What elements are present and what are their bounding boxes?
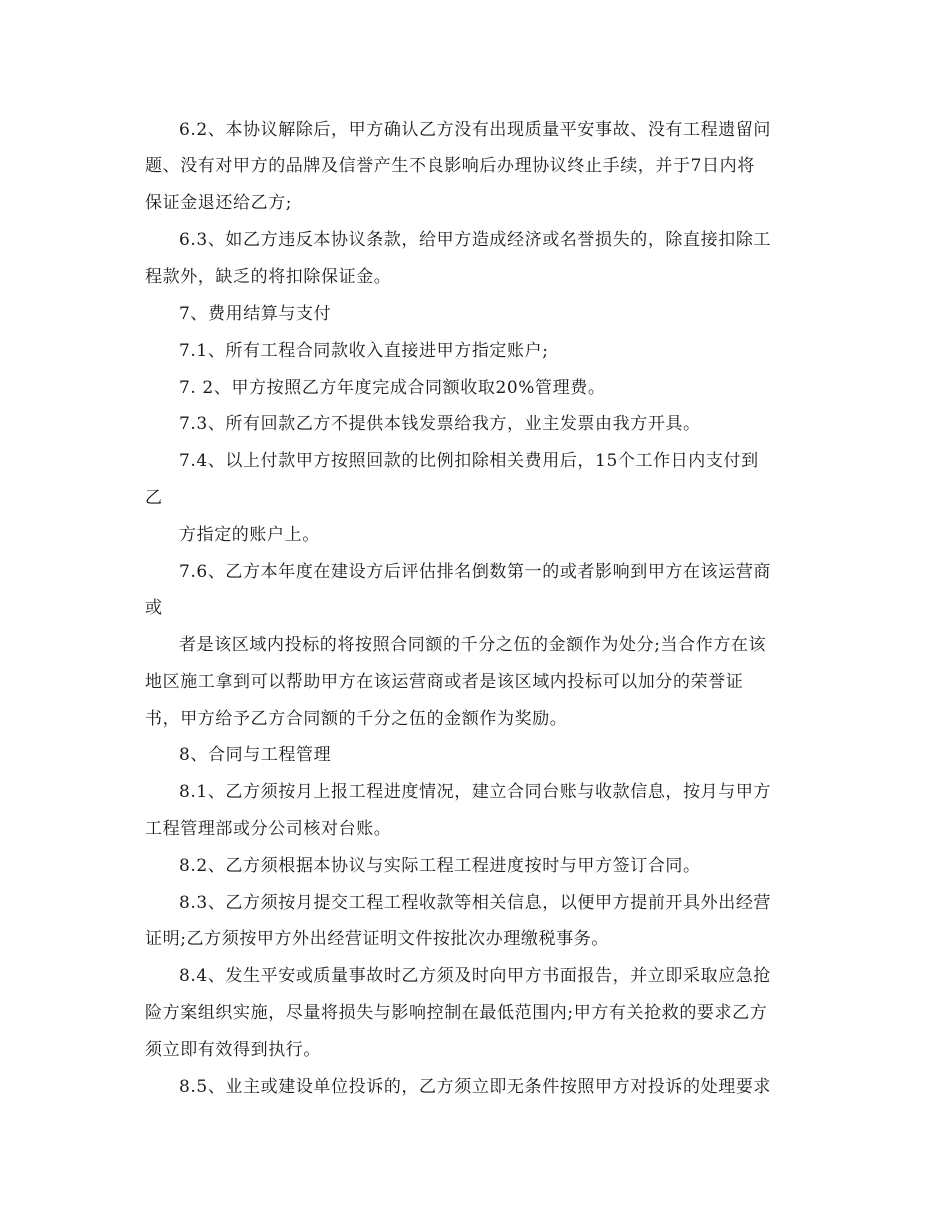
text-line: 7.1、所有工程合同款收入直接进甲方指定账户; bbox=[179, 341, 549, 361]
text-line: 6.2、本协议解除后，甲方确认乙方没有出现质量平安事故、没有工程遗留问 bbox=[179, 120, 772, 140]
section-heading: 8、合同与工程管理 bbox=[179, 745, 332, 765]
text-line: 保证金退还给乙方; bbox=[145, 193, 293, 213]
text-line: 6.3、如乙方违反本协议条款，给甲方造成经济或名誉损失的，除直接扣除工 bbox=[179, 230, 772, 250]
text-line: 7.3、所有回款乙方不提供本钱发票给我方，业主发票由我方开具。 bbox=[179, 414, 701, 434]
text-line: 程款外，缺乏的将扣除保证金。 bbox=[145, 267, 392, 287]
text-line: 险方案组织实施，尽量将损失与影响控制在最低范围内;甲方有关抢救的要求乙方 bbox=[145, 1003, 768, 1023]
text-line: 工程管理部或分公司核对台账。 bbox=[145, 819, 392, 839]
section-heading: 7、费用结算与支付 bbox=[179, 304, 332, 324]
text-line: 书，甲方给予乙方合同额的千分之伍的金额作为奖励。 bbox=[145, 709, 568, 729]
text-line: 或 bbox=[145, 598, 163, 618]
text-line: 须立即有效得到执行。 bbox=[145, 1040, 321, 1060]
text-line: 地区施工拿到可以帮助甲方在该运营商或者是该区域内投标可以加分的荣誉证 bbox=[145, 672, 744, 692]
text-line: 方指定的账户上。 bbox=[179, 525, 320, 545]
text-line: 者是该区域内投标的将按照合同额的千分之伍的金额作为处分;当合作方在该 bbox=[179, 635, 767, 655]
text-line: 8.2、乙方须根据本协议与实际工程工程进度按时与甲方签订合同。 bbox=[179, 856, 701, 876]
text-line: 8.3、乙方须按月提交工程工程收款等相关信息，以便甲方提前开具外出经营 bbox=[179, 893, 772, 913]
text-line: 乙 bbox=[145, 488, 163, 508]
text-line: 7. 2、甲方按照乙方年度完成合同额收取20%管理费。 bbox=[179, 378, 606, 398]
text-line: 证明;乙方须按甲方外出经营证明文件按批次办理缴税事务。 bbox=[145, 929, 609, 949]
text-line: 7.6、乙方本年度在建设方后评估排名倒数第一的或者影响到甲方在该运营商 bbox=[179, 562, 772, 582]
text-line: 8.1、乙方须按月上报工程进度情况，建立合同台账与收款信息，按月与甲方 bbox=[179, 782, 772, 802]
text-line: 7.4、以上付款甲方按照回款的比例扣除相关费用后，15个工作日内支付到 bbox=[179, 451, 759, 471]
text-line: 8.5、业主或建设单位投诉的，乙方须立即无条件按照甲方对投诉的处理要求 bbox=[179, 1077, 772, 1097]
text-line: 8.4、发生平安或质量事故时乙方须及时向甲方书面报告，并立即采取应急抢 bbox=[179, 966, 772, 986]
text-line: 题、没有对甲方的品牌及信誉产生不良影响后办理协议终止手续，并于7日内将 bbox=[145, 156, 755, 176]
